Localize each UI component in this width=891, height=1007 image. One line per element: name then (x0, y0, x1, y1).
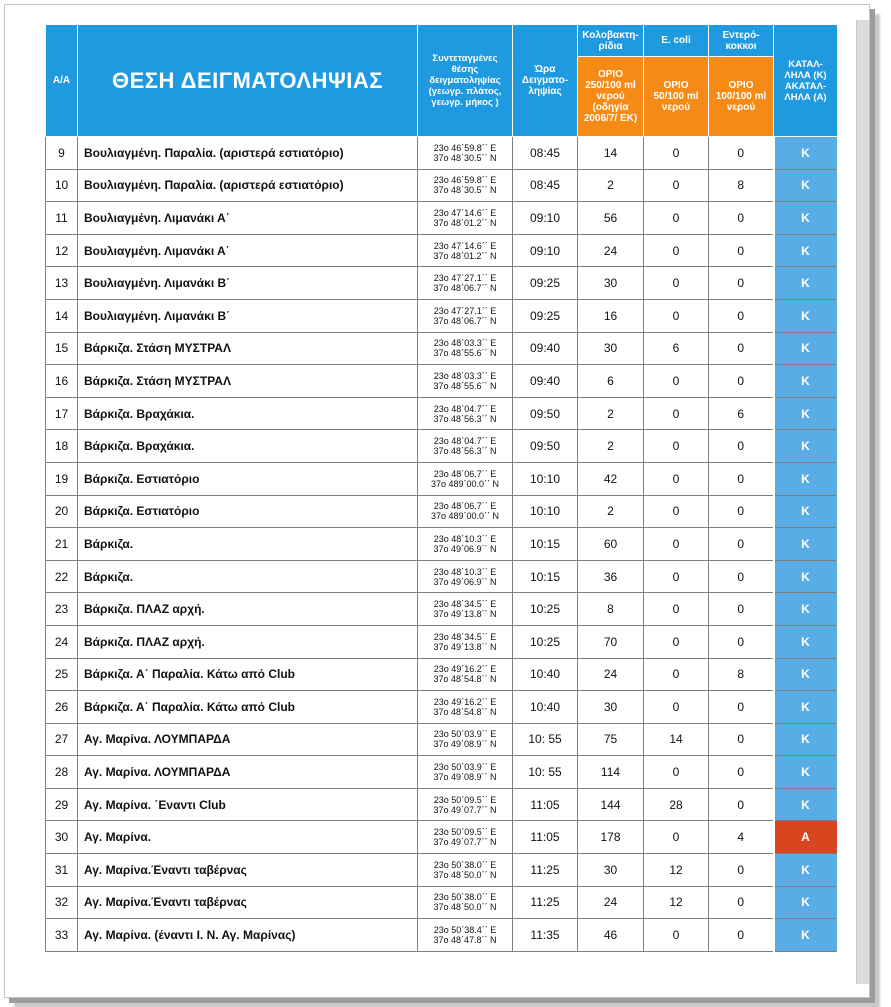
row-number: 9 (46, 137, 78, 170)
row-coordinates (418, 658, 513, 691)
row-number: 23 (46, 593, 78, 626)
row-number: 11 (46, 202, 78, 235)
row-longitude: 37ο 48΄56.3΄΄ Ν (433, 413, 497, 424)
row-enterococci: 6 (709, 397, 774, 430)
row-enterococci: 0 (709, 299, 774, 332)
row-coliforms: 24 (578, 234, 644, 267)
table-row (46, 430, 838, 463)
row-time: 09:25 (513, 267, 578, 300)
row-ecoli: 0 (644, 299, 709, 332)
row-enterococci: 0 (709, 202, 774, 235)
row-suitability: Κ (774, 625, 838, 658)
row-coliforms: 75 (578, 723, 644, 756)
row-time: 10:15 (513, 528, 578, 561)
row-location: Βάρκιζα. ΠΛΑΖ αρχή. (78, 625, 418, 658)
row-latitude: 23ο 50΄09.5΄΄ Ε (433, 827, 497, 838)
row-coliforms: 30 (578, 854, 644, 887)
row-enterococci: 0 (709, 919, 774, 952)
row-suitability: Κ (774, 169, 838, 202)
row-longitude: 37ο 489΄00.0΄΄ Ν (430, 511, 500, 522)
row-enterococci: 0 (709, 462, 774, 495)
row-coordinates (418, 723, 513, 756)
table-row (46, 919, 838, 952)
row-location: Αγ. Μαρίνα. (78, 821, 418, 854)
row-longitude: 37ο 49΄06.9΄΄ Ν (433, 543, 497, 554)
row-coordinates (418, 788, 513, 821)
row-coordinates (418, 202, 513, 235)
row-number: 18 (46, 430, 78, 463)
row-location: Βάρκιζα. Βραχάκια. (78, 397, 418, 430)
row-suitability: Κ (774, 528, 838, 561)
row-suitability: Κ (774, 202, 838, 235)
row-latitude: 23ο 48΄03.3΄΄ Ε (433, 370, 497, 381)
row-location: Αγ. Μαρίνα. ΛΟΥΜΠΑΡΔΑ (78, 723, 418, 756)
row-location: Αγ. Μαρίνα. ΛΟΥΜΠΑΡΔΑ (78, 756, 418, 789)
row-coliforms: 24 (578, 886, 644, 919)
row-coordinates (418, 397, 513, 430)
header-limit-enterococci: ΟΡΙΟ 100/100 ml νερού (709, 57, 774, 137)
row-longitude: 37ο 48΄06.7΄΄ Ν (433, 315, 497, 326)
row-coordinates (418, 169, 513, 202)
row-ecoli: 0 (644, 756, 709, 789)
row-longitude: 37ο 489΄00.0΄΄ Ν (430, 478, 500, 489)
row-location: Βουλιαγμένη. Παραλία. (αριστερά εστιατόριο) (78, 137, 418, 170)
table-row (46, 560, 838, 593)
row-latitude: 23ο 50΄38.4΄΄ Ε (433, 925, 497, 936)
row-time: 08:45 (513, 137, 578, 170)
row-enterococci: 8 (709, 169, 774, 202)
table-row (46, 723, 838, 756)
row-number: 32 (46, 886, 78, 919)
row-ecoli: 0 (644, 462, 709, 495)
row-latitude: 23ο 50΄03.9΄΄ Ε (433, 729, 497, 740)
row-enterococci: 0 (709, 788, 774, 821)
row-longitude: 37ο 48΄01.2΄΄ Ν (433, 217, 497, 228)
row-coordinates (418, 756, 513, 789)
row-coliforms: 30 (578, 691, 644, 724)
row-location: Βουλιαγμένη. Λιμανάκι Β΄ (78, 299, 418, 332)
row-suitability: Κ (774, 299, 838, 332)
row-suitability: Κ (774, 267, 838, 300)
header-limit-coliforms: ΟΡΙΟ 250/100 ml νερού (οδηγία 2006/7/ ΕΚ) (578, 57, 644, 137)
row-number: 28 (46, 756, 78, 789)
row-latitude: 23ο 48΄03.3΄΄ Ε (433, 338, 497, 349)
row-latitude: 23ο 48΄10.3΄΄ Ε (433, 566, 497, 577)
row-coliforms: 42 (578, 462, 644, 495)
row-enterococci: 0 (709, 560, 774, 593)
row-number: 16 (46, 365, 78, 398)
row-number: 21 (46, 528, 78, 561)
row-time: 09:40 (513, 332, 578, 365)
row-enterococci: 0 (709, 854, 774, 887)
table-header (46, 25, 838, 137)
row-time: 10:10 (513, 462, 578, 495)
row-time: 11:35 (513, 919, 578, 952)
row-latitude: 23ο 46΄59.8΄΄ Ε (433, 175, 497, 186)
row-ecoli: 0 (644, 202, 709, 235)
row-coordinates (418, 854, 513, 887)
row-ecoli: 0 (644, 267, 709, 300)
table-row (46, 299, 838, 332)
row-time: 10:10 (513, 495, 578, 528)
row-coordinates (418, 886, 513, 919)
header-coordinates: Συντεταγμένες θέσης δειγματοληψίας (γεωγρ. πλάτος, γεωγρ. μήκος ) (418, 25, 513, 137)
table-row (46, 788, 838, 821)
row-location: Βάρκιζα. Α΄ Παραλία. Κάτω από Club (78, 658, 418, 691)
row-location: Αγ. Μαρίνα.Έναντι ταβέρνας (78, 886, 418, 919)
row-time: 09:40 (513, 365, 578, 398)
row-ecoli: 0 (644, 625, 709, 658)
row-longitude: 37ο 48΄01.2΄΄ Ν (433, 250, 497, 261)
row-ecoli: 6 (644, 332, 709, 365)
row-location: Βάρκιζα. Εστιατόριο (78, 495, 418, 528)
row-longitude: 37ο 48΄30.5΄΄ Ν (433, 152, 497, 163)
row-coliforms: 30 (578, 267, 644, 300)
row-coliforms: 2 (578, 495, 644, 528)
row-location: Βάρκιζα. Βραχάκια. (78, 430, 418, 463)
table-row (46, 821, 838, 854)
row-enterococci: 0 (709, 528, 774, 561)
sampling-results-table (45, 24, 839, 952)
row-suitability: Κ (774, 788, 838, 821)
table-row (46, 332, 838, 365)
header-ecoli: E. coli (644, 25, 709, 57)
row-latitude: 23ο 47΄14.6΄΄ Ε (433, 207, 497, 218)
row-longitude: 37ο 49΄06.9΄΄ Ν (433, 576, 497, 587)
table-row (46, 528, 838, 561)
row-coordinates (418, 821, 513, 854)
row-coordinates (418, 430, 513, 463)
row-coliforms: 24 (578, 658, 644, 691)
table-row (46, 462, 838, 495)
row-location: Βουλιαγμένη. Παραλία. (αριστερά εστιατόριο) (78, 169, 418, 202)
header-sampling-time: Ώρα Δειγματο-ληψίας (513, 25, 578, 137)
row-latitude: 23ο 49΄16.2΄΄ Ε (433, 664, 497, 675)
row-longitude: 37ο 48΄47.8΄΄ Ν (433, 935, 497, 946)
row-ecoli: 0 (644, 593, 709, 626)
row-coordinates (418, 691, 513, 724)
row-number: 17 (46, 397, 78, 430)
row-number: 33 (46, 919, 78, 952)
row-coliforms: 16 (578, 299, 644, 332)
row-coordinates (418, 332, 513, 365)
row-latitude: 23ο 47΄27.1΄΄ Ε (433, 273, 497, 284)
table-row (46, 365, 838, 398)
row-longitude: 37ο 49΄13.8΄΄ Ν (433, 641, 497, 652)
row-enterococci: 0 (709, 332, 774, 365)
row-latitude: 23ο 50΄38.0΄΄ Ε (433, 859, 497, 870)
row-time: 10: 55 (513, 723, 578, 756)
row-longitude: 37ο 49΄08.9΄΄ Ν (433, 739, 497, 750)
table-row (46, 137, 838, 170)
table-row (46, 691, 838, 724)
row-latitude: 23ο 47΄14.6΄΄ Ε (433, 240, 497, 251)
row-coliforms: 144 (578, 788, 644, 821)
row-ecoli: 0 (644, 430, 709, 463)
row-latitude: 23ο 48΄06.7΄΄ Ε (433, 501, 497, 512)
row-time: 09:10 (513, 202, 578, 235)
row-time: 10: 55 (513, 756, 578, 789)
row-latitude: 23ο 46΄59.8΄΄ Ε (433, 142, 497, 153)
row-location: Βάρκιζα. (78, 528, 418, 561)
row-coliforms: 46 (578, 919, 644, 952)
row-suitability: Κ (774, 723, 838, 756)
row-ecoli: 28 (644, 788, 709, 821)
row-coordinates (418, 462, 513, 495)
row-coordinates (418, 299, 513, 332)
row-latitude: 23ο 48΄06.7΄΄ Ε (433, 468, 497, 479)
row-ecoli: 0 (644, 365, 709, 398)
row-suitability: Α (774, 821, 838, 854)
row-suitability: Κ (774, 560, 838, 593)
row-latitude: 23ο 48΄04.7΄΄ Ε (433, 403, 497, 414)
row-enterococci: 0 (709, 430, 774, 463)
row-time: 09:50 (513, 430, 578, 463)
row-number: 22 (46, 560, 78, 593)
row-longitude: 37ο 48΄56.3΄΄ Ν (433, 446, 497, 457)
header-suitability: ΚΑΤΑΛ-ΛΗΛΑ (Κ) ΑΚΑΤΑΛ-ΛΗΛΑ (Α) (774, 25, 838, 137)
row-ecoli: 14 (644, 723, 709, 756)
row-ecoli: 0 (644, 658, 709, 691)
row-longitude: 37ο 49΄13.8΄΄ Ν (433, 609, 497, 620)
row-latitude: 23ο 48΄34.5΄΄ Ε (433, 631, 497, 642)
table-body (46, 137, 838, 952)
row-time: 11:05 (513, 788, 578, 821)
row-suitability: Κ (774, 397, 838, 430)
header-limit-ecoli: ΟΡΙΟ 50/100 ml νερού (644, 57, 709, 137)
row-suitability: Κ (774, 658, 838, 691)
row-location: Βάρκιζα. Α΄ Παραλία. Κάτω από Club (78, 691, 418, 724)
row-suitability: Κ (774, 919, 838, 952)
row-ecoli: 0 (644, 137, 709, 170)
row-time: 09:25 (513, 299, 578, 332)
row-ecoli: 0 (644, 397, 709, 430)
table-row (46, 397, 838, 430)
row-coliforms: 178 (578, 821, 644, 854)
row-number: 12 (46, 234, 78, 267)
table-row (46, 625, 838, 658)
row-location: Αγ. Μαρίνα.Έναντι ταβέρνας (78, 854, 418, 887)
page-side-shadow (856, 20, 869, 984)
row-latitude: 23ο 48΄10.3΄΄ Ε (433, 533, 497, 544)
row-coordinates (418, 365, 513, 398)
row-number: 15 (46, 332, 78, 365)
row-coliforms: 2 (578, 169, 644, 202)
row-longitude: 37ο 48΄54.8΄΄ Ν (433, 674, 497, 685)
row-latitude: 23ο 49΄16.2΄΄ Ε (433, 696, 497, 707)
row-suitability: Κ (774, 462, 838, 495)
row-enterococci: 0 (709, 723, 774, 756)
row-suitability: Κ (774, 332, 838, 365)
row-coordinates (418, 137, 513, 170)
row-coliforms: 2 (578, 397, 644, 430)
table-row (46, 886, 838, 919)
row-longitude: 37ο 49΄07.7΄΄ Ν (433, 804, 497, 815)
row-ecoli: 0 (644, 821, 709, 854)
row-suitability: Κ (774, 137, 838, 170)
row-time: 11:25 (513, 854, 578, 887)
row-coordinates (418, 919, 513, 952)
row-time: 08:45 (513, 169, 578, 202)
row-location: Βουλιαγμένη. Λιμανάκι Β΄ (78, 267, 418, 300)
row-enterococci: 4 (709, 821, 774, 854)
row-location: Βουλιαγμένη. Λιμανάκι Α΄ (78, 234, 418, 267)
row-enterococci: 0 (709, 137, 774, 170)
header-aa: Α/Α (46, 25, 78, 137)
row-location: Βάρκιζα. Στάση ΜΥΣΤΡΑΛ (78, 365, 418, 398)
row-coliforms: 30 (578, 332, 644, 365)
row-ecoli: 12 (644, 854, 709, 887)
row-location: Βουλιαγμένη. Λιμανάκι Α΄ (78, 202, 418, 235)
row-coliforms: 114 (578, 756, 644, 789)
row-coliforms: 2 (578, 430, 644, 463)
row-longitude: 37ο 48΄55.6΄΄ Ν (433, 380, 497, 391)
row-longitude: 37ο 48΄54.8΄΄ Ν (433, 706, 497, 717)
row-time: 10:15 (513, 560, 578, 593)
row-latitude: 23ο 48΄04.7΄΄ Ε (433, 436, 497, 447)
row-enterococci: 0 (709, 691, 774, 724)
row-longitude: 37ο 48΄50.0΄΄ Ν (433, 902, 497, 913)
table-row (46, 169, 838, 202)
row-number: 20 (46, 495, 78, 528)
table-row (46, 267, 838, 300)
row-coliforms: 56 (578, 202, 644, 235)
row-number: 25 (46, 658, 78, 691)
row-coliforms: 8 (578, 593, 644, 626)
row-suitability: Κ (774, 430, 838, 463)
row-enterococci: 8 (709, 658, 774, 691)
row-longitude: 37ο 48΄06.7΄΄ Ν (433, 283, 497, 294)
row-suitability: Κ (774, 691, 838, 724)
row-longitude: 37ο 48΄50.0΄΄ Ν (433, 869, 497, 880)
header-location: ΘΕΣΗ ΔΕΙΓΜΑΤΟΛΗΨΙΑΣ (78, 25, 418, 137)
row-coliforms: 36 (578, 560, 644, 593)
table-row (46, 854, 838, 887)
row-coliforms: 60 (578, 528, 644, 561)
table-row (46, 658, 838, 691)
row-coordinates (418, 528, 513, 561)
row-longitude: 37ο 48΄55.6΄΄ Ν (433, 348, 497, 359)
row-suitability: Κ (774, 854, 838, 887)
row-location: Αγ. Μαρίνα. ΄Εναντι Club (78, 788, 418, 821)
row-enterococci: 0 (709, 234, 774, 267)
row-latitude: 23ο 48΄34.5΄΄ Ε (433, 599, 497, 610)
row-ecoli: 0 (644, 495, 709, 528)
row-time: 10:40 (513, 691, 578, 724)
row-time: 09:50 (513, 397, 578, 430)
row-coordinates (418, 593, 513, 626)
table-row (46, 593, 838, 626)
row-number: 10 (46, 169, 78, 202)
row-coliforms: 70 (578, 625, 644, 658)
row-latitude: 23ο 47΄27.1΄΄ Ε (433, 305, 497, 316)
row-enterococci: 0 (709, 495, 774, 528)
header-coliforms: Κολοβακτη-ρίδια (578, 25, 644, 57)
row-longitude: 37ο 49΄08.9΄΄ Ν (433, 772, 497, 783)
row-suitability: Κ (774, 886, 838, 919)
row-number: 29 (46, 788, 78, 821)
row-location: Βάρκιζα. Εστιατόριο (78, 462, 418, 495)
row-time: 10:40 (513, 658, 578, 691)
row-longitude: 37ο 49΄07.7΄΄ Ν (433, 837, 497, 848)
row-enterococci: 0 (709, 365, 774, 398)
row-longitude: 37ο 48΄30.5΄΄ Ν (433, 185, 497, 196)
row-ecoli: 0 (644, 919, 709, 952)
row-enterococci: 0 (709, 625, 774, 658)
row-time: 09:10 (513, 234, 578, 267)
row-coordinates (418, 234, 513, 267)
row-enterococci: 0 (709, 267, 774, 300)
row-latitude: 23ο 50΄38.0΄΄ Ε (433, 892, 497, 903)
table-row (46, 495, 838, 528)
row-ecoli: 0 (644, 528, 709, 561)
row-latitude: 23ο 50΄03.9΄΄ Ε (433, 762, 497, 773)
row-coordinates (418, 625, 513, 658)
row-location: Αγ. Μαρίνα. (έναντι Ι. Ν. Αγ. Μαρίνας) (78, 919, 418, 952)
row-suitability: Κ (774, 495, 838, 528)
row-time: 11:05 (513, 821, 578, 854)
row-coordinates (418, 267, 513, 300)
row-coliforms: 14 (578, 137, 644, 170)
row-ecoli: 0 (644, 234, 709, 267)
row-number: 14 (46, 299, 78, 332)
row-number: 13 (46, 267, 78, 300)
row-time: 10:25 (513, 593, 578, 626)
row-coordinates (418, 560, 513, 593)
row-coliforms: 6 (578, 365, 644, 398)
row-suitability: Κ (774, 365, 838, 398)
table-row (46, 756, 838, 789)
row-enterococci: 0 (709, 593, 774, 626)
row-location: Βάρκιζα. ΠΛΑΖ αρχή. (78, 593, 418, 626)
row-number: 19 (46, 462, 78, 495)
row-latitude: 23ο 50΄09.5΄΄ Ε (433, 794, 497, 805)
row-ecoli: 0 (644, 560, 709, 593)
table-row (46, 202, 838, 235)
row-coordinates (418, 495, 513, 528)
row-location: Βάρκιζα. (78, 560, 418, 593)
row-number: 30 (46, 821, 78, 854)
row-number: 26 (46, 691, 78, 724)
row-time: 10:25 (513, 625, 578, 658)
row-enterococci: 0 (709, 886, 774, 919)
row-suitability: Κ (774, 593, 838, 626)
table-row (46, 234, 838, 267)
row-time: 11:25 (513, 886, 578, 919)
header-enterococci: Εντερό-κοκκοι (709, 25, 774, 57)
row-ecoli: 0 (644, 169, 709, 202)
row-enterococci: 0 (709, 756, 774, 789)
row-number: 24 (46, 625, 78, 658)
row-ecoli: 12 (644, 886, 709, 919)
row-location: Βάρκιζα. Στάση ΜΥΣΤΡΑΛ (78, 332, 418, 365)
row-suitability: Κ (774, 756, 838, 789)
row-number: 27 (46, 723, 78, 756)
row-number: 31 (46, 854, 78, 887)
row-ecoli: 0 (644, 691, 709, 724)
row-suitability: Κ (774, 234, 838, 267)
